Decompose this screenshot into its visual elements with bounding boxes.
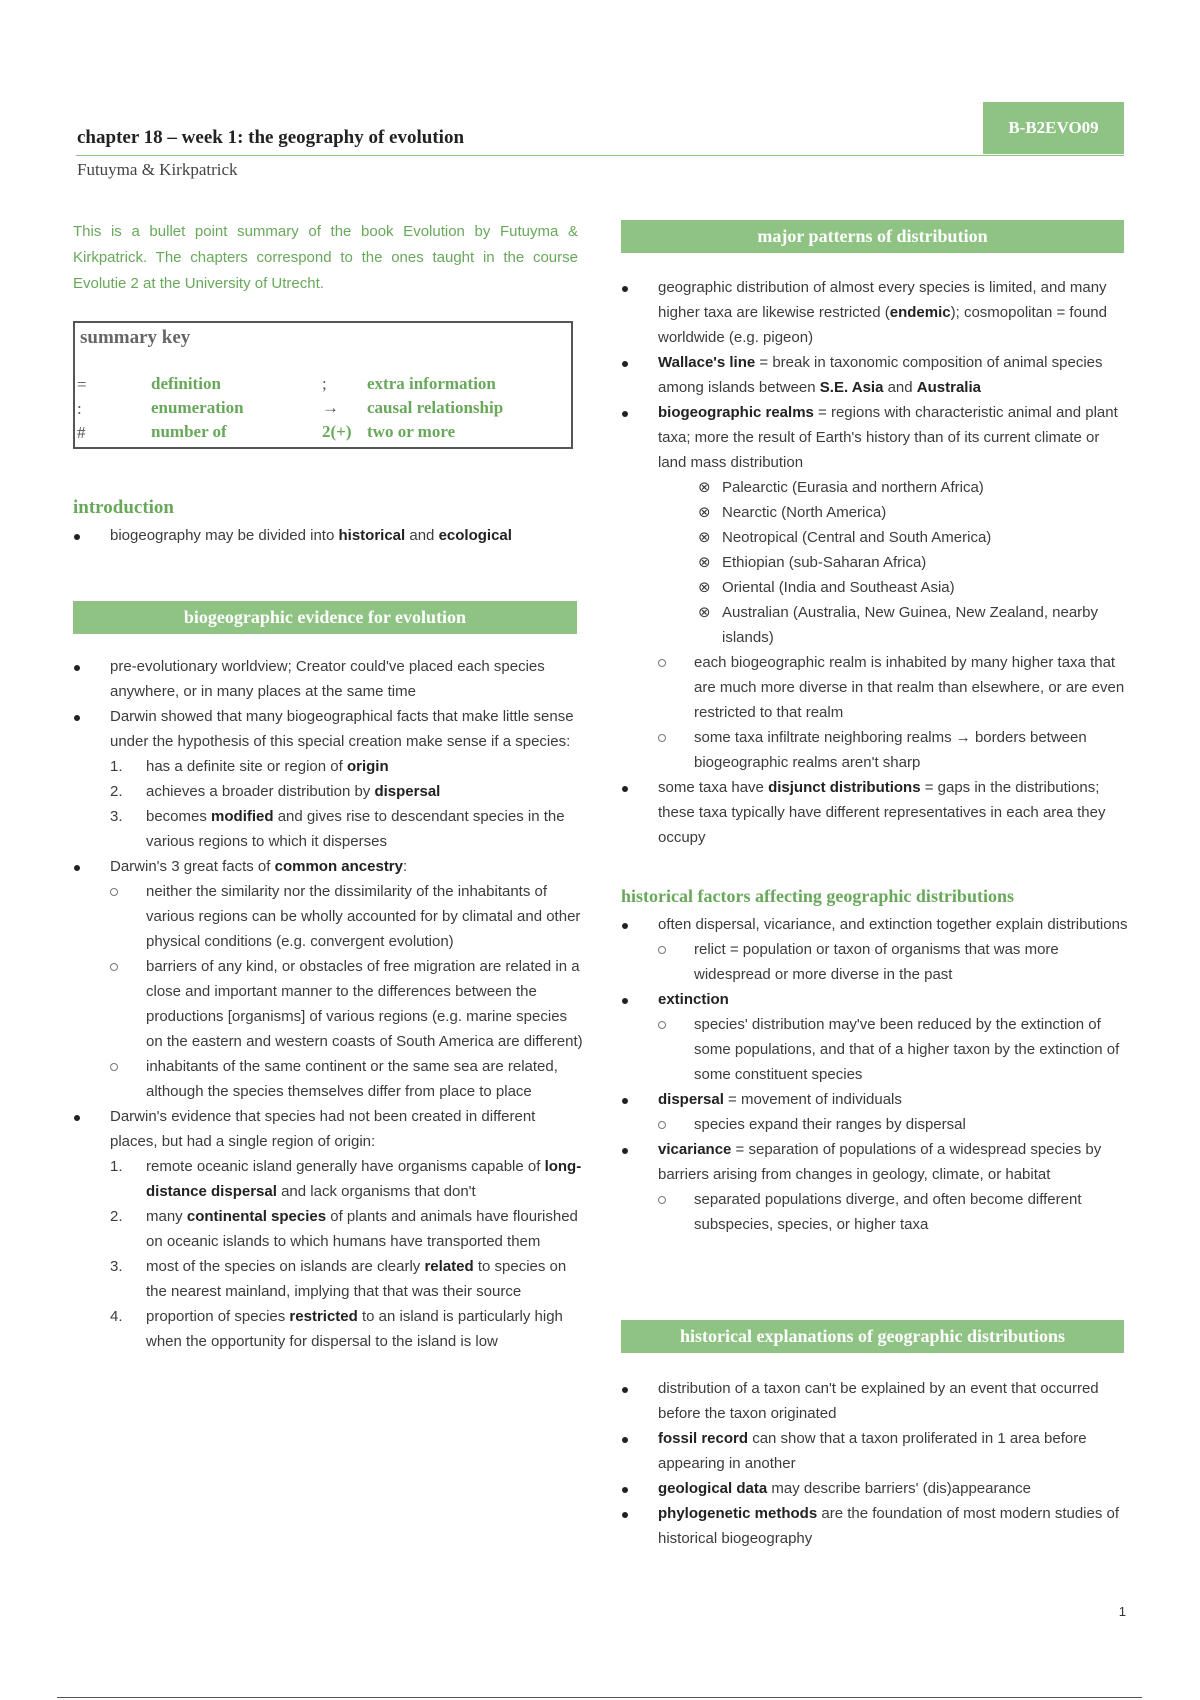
- list-item: Wallace's line = break in taxonomic composition of animal species among islands between S.E. Asia and Australia: [621, 350, 1131, 400]
- list-item: some taxa have disjunct distributions = gaps in the distributions; these taxa typically have different representatives in each area they occupy: [621, 775, 1131, 850]
- numbered-item: 1. remote oceanic island generally have organisms capable of long-distance dispersal and lack organisms that don't: [110, 1158, 582, 1200]
- course-code: B-B2EVO09: [1008, 118, 1099, 137]
- list-item: extinction: [621, 987, 1131, 1012]
- realm-item: ⊗ Nearctic (North America): [698, 504, 887, 521]
- list-item: Darwin's evidence that species had not been created in different places, but had a single region of origin:: [73, 1104, 583, 1154]
- list-item: pre-evolutionary worldview; Creator could've placed each species anywhere, or in many places at the same time: [73, 654, 583, 704]
- realm-item: ⊗ Ethiopian (sub-Saharan Africa): [698, 554, 927, 571]
- footer-rule: [57, 1697, 1142, 1698]
- key-symbol: =: [77, 375, 87, 394]
- sub-item: species' distribution may've been reduced by the extinction of some populations, and that of a higher taxon by the extinction of some constituent species: [621, 1012, 1131, 1087]
- explanations-list: [621, 1376, 1131, 1551]
- numbered-item: 2. many continental species of plants and animals have flourished on oceanic islands to which humans have transported them: [110, 1208, 578, 1250]
- section-bar-explanations: historical explanations of geographic distributions: [621, 1320, 1124, 1353]
- key-label: enumeration: [151, 398, 244, 417]
- sub-item: each biogeographic realm is inhabited by many higher taxa that are much more diverse in that realm than elsewhere, or are even restricted to that realm: [621, 650, 1131, 725]
- page-title: chapter 18 – week 1: the geography of evolution: [77, 127, 465, 148]
- sub-item: some taxa infiltrate neighboring realms → borders between biogeographic realms aren't sharp: [621, 725, 1131, 775]
- realm-item: ⊗ Oriental (India and Southeast Asia): [698, 579, 955, 596]
- sub-item: neither the similarity nor the dissimilarity of the inhabitants of various regions can be wholly accounted for by climatal and other physical conditions (e.g. convergent evolution): [73, 879, 583, 954]
- factors-list: [621, 912, 1131, 1237]
- section-bar-patterns: major patterns of distribution: [621, 220, 1124, 253]
- numbered-item: 3. most of the species on islands are clearly related to species on the nearest mainland, implying that that was their source: [110, 1258, 567, 1300]
- evidence-list: [73, 654, 583, 1354]
- numbered-item: 2. achieves a broader distribution by dispersal: [110, 783, 441, 800]
- key-symbol: 2(+): [322, 422, 352, 441]
- intro-note: This is a bullet point summary of the book Evolution by Futuyma & Kirkpatrick. The chapters correspond to the ones taught in the course Evolutie 2 at the University of Utrecht.: [73, 223, 578, 292]
- sub-item: inhabitants of the same continent or the same sea are related, although the species themselves differ from place to place: [73, 1054, 583, 1104]
- header-rule: [76, 155, 1124, 156]
- key-symbol: #: [77, 423, 86, 442]
- sub-item: barriers of any kind, or obstacles of free migration are related in a close and important manner to the differences between the productions [organisms] of various regions (e.g. marine species on the eastern and western coasts of South America are different): [73, 954, 583, 1054]
- factors-heading: historical factors affecting geographic distributions: [621, 886, 1014, 906]
- realm-item: ⊗ Palearctic (Eurasia and northern Africa): [698, 479, 984, 496]
- section-bar-evidence: biogeographic evidence for evolution: [73, 601, 577, 634]
- list-item: biogeographic realms = regions with characteristic animal and plant taxa; more the result of Earth's history than of its current climate or land mass distribution: [621, 400, 1131, 475]
- authors: Futuyma & Kirkpatrick: [77, 160, 238, 179]
- list-item: Darwin's 3 great facts of common ancestry:: [73, 854, 583, 879]
- key-symbol: →: [322, 398, 339, 417]
- summary-key-title: summary key: [80, 327, 191, 348]
- list-item: vicariance = separation of populations of a widespread species by barriers arising from changes in geology, climate, or habitat: [621, 1137, 1131, 1187]
- list-item: distribution of a taxon can't be explained by an event that occurred before the taxon originated: [621, 1376, 1131, 1426]
- realm-item: ⊗ Australian (Australia, New Guinea, New Zealand, nearby islands): [698, 604, 1099, 646]
- list-item: phylogenetic methods are the foundation of most modern studies of historical biogeography: [621, 1501, 1131, 1551]
- key-label: two or more: [367, 422, 456, 441]
- realm-item: ⊗ Neotropical (Central and South America): [698, 529, 992, 546]
- numbered-item: 1. has a definite site or region of origin: [110, 758, 389, 775]
- course-code-badge: [983, 102, 1124, 154]
- key-label: definition: [151, 374, 221, 393]
- introduction-heading: introduction: [73, 497, 175, 518]
- list-item: biogeography may be divided into historical and ecological: [73, 523, 583, 548]
- key-symbol: :: [77, 399, 82, 418]
- list-item: fossil record can show that a taxon proliferated in 1 area before appearing in another: [621, 1426, 1131, 1476]
- sub-item: separated populations diverge, and often become different subspecies, species, or higher taxa: [621, 1187, 1131, 1237]
- numbered-item: 4. proportion of species restricted to an island is particularly high when the opportunity for dispersal to the island is low: [110, 1308, 563, 1350]
- sub-item: species expand their ranges by dispersal: [621, 1112, 1131, 1137]
- list-item: Darwin showed that many biogeographical facts that make little sense under the hypothesis of this special creation make sense if a species:: [73, 704, 583, 754]
- key-label: extra information: [367, 374, 496, 393]
- list-item: geological data may describe barriers' (dis)appearance: [621, 1476, 1131, 1501]
- summary-key: [73, 321, 573, 449]
- key-label: number of: [151, 422, 227, 441]
- list-item: geographic distribution of almost every species is limited, and many higher taxa are likewise restricted (endemic); cosmopolitan = found worldwide (e.g. pigeon): [621, 275, 1131, 350]
- key-symbol: ;: [322, 374, 327, 393]
- introduction-list: [73, 523, 583, 548]
- sub-item: relict = population or taxon of organisms that was more widespread or more diverse in the past: [621, 937, 1131, 987]
- key-label: causal relationship: [367, 398, 504, 417]
- numbered-item: 3. becomes modified and gives rise to descendant species in the various regions to which it disperses: [110, 808, 565, 850]
- list-item: often dispersal, vicariance, and extinction together explain distributions: [621, 912, 1131, 937]
- patterns-list: [621, 275, 1131, 850]
- page-number: 1: [1118, 1604, 1126, 1619]
- list-item: dispersal = movement of individuals: [621, 1087, 1131, 1112]
